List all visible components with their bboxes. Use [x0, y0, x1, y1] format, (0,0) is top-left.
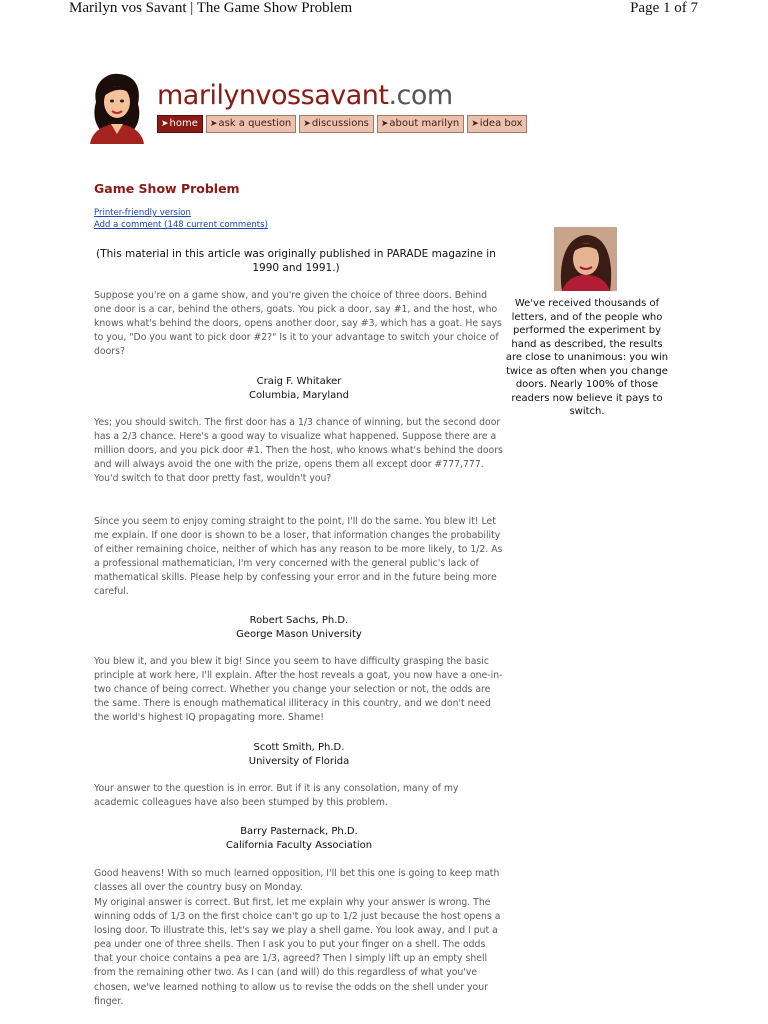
nav-label: discussions	[311, 118, 369, 129]
answer-paragraph: Yes; you should switch. The first door has a 1/3 chance of winning, but the second door has a 2/3 chance. Here's a good way to visualize what happened. Suppose there are a million doors, and you pick door #1. Then the host, who knows what's behind the doors and will always avoid the one with the prize, opens them all except door #777,777. You'd switch to that door pretty fast, wouldn't you?	[94, 417, 503, 485]
nav-label: ask a question	[218, 118, 292, 129]
nav-label: home	[169, 118, 198, 129]
arrow-icon: ➤	[303, 119, 311, 129]
site-name-part: savant	[300, 80, 389, 111]
marilyn-cartoon-logo[interactable]	[86, 72, 148, 144]
signature-place: George Mason University	[236, 628, 362, 640]
arrow-icon: ➤	[209, 119, 218, 129]
pdf-page-number: Page 1 of 7	[630, 0, 698, 16]
arrow-icon: ➤	[161, 119, 169, 129]
signature-place: California Faculty Association	[225, 839, 373, 851]
signature-name: Robert Sachs, Ph.D.	[249, 615, 349, 626]
article-title: Game Show Problem	[94, 181, 240, 196]
nav-home-button[interactable]	[157, 115, 203, 133]
letter-paragraph: Since you seem to enjoy coming straight to the point, I'll do the same. You blew it! Let me explain. If one door is shown to be a loser, that information changes the probability of either remaining choice, neither of which has any reason to be more likely, to 1/2. As a professional mathematician, I'm very concerned with the general public's lack of mathematical skills. Please help by confessing your error and in the future being more careful.	[94, 516, 503, 598]
nav-label: idea box	[479, 118, 523, 129]
article-intro: (This material in this article was originally published in PARADE magazine in 1990 and 1991.)	[96, 248, 496, 274]
printer-friendly-link[interactable]: Printer-friendly version	[94, 208, 191, 218]
signature-name: Scott Smith, Ph.D.	[253, 742, 345, 753]
question-paragraph: Suppose you're on a game show, and you're given the choice of three doors. Behind one door is a car, behind the others, goats. You pick a door, say #1, and the host, who knows what's behind the doors, opens another door, say #3, which has a goat. He says to you, "Do you want to pick door #2?" Is it to your advantage to switch your choice of doors?	[94, 290, 502, 358]
marilyn-photo	[554, 227, 617, 291]
letter-signature	[94, 741, 504, 768]
site-name-part: .com	[388, 80, 453, 111]
nav-about-marilyn-button[interactable]	[377, 115, 464, 133]
answer-paragraph: My original answer is correct. But first, let me explain why your answer is wrong. The winning odds of 1/3 on the first choice can't go up to 1/2 just because the host opens a losing door. To illustrate this, let's say we play a shell game. You look away, and I put a pea under one of three shells. Then I ask you to put your finger on a shell. The odds that your choice contains a pea are 1/3, agreed? Then I simply lift up an empty shell from the remaining other two. As I can (and will) do this regardless of what you've chosen, we've learned nothing to allow us to revise the odds on the shell under your finger.	[94, 897, 501, 1007]
letter-paragraph: You blew it, and you blew it big! Since you seem to have difficulty grasping the basic principle at work here, I'll explain. After the host reveals a goat, you now have a one-in-two chance of being correct. Whether you change your selection or not, the odds are the same. There is enough mathematical illiteracy in this country, and we don't need the world's highest IQ propagating more. Shame!	[94, 656, 503, 724]
arrow-icon: ➤	[380, 119, 389, 129]
arrow-icon: ➤	[471, 119, 479, 129]
site-logo-text[interactable]	[157, 80, 453, 112]
signature-name: Barry Pasternack, Ph.D.	[240, 826, 358, 837]
nav-ask-question-button[interactable]	[206, 115, 296, 133]
signature-place: Columbia, Maryland	[249, 389, 349, 401]
sidebar-callout: We've received thousands of letters, and of the people who performed the experiment by hand as described, the results are close to unanimous: you win twice as often when you change doors. Nearly 100% of those readers now believe it pays to switch.	[505, 298, 669, 417]
add-comment-link[interactable]: Add a comment (148 current comments)	[94, 220, 268, 230]
nav-label: about marilyn	[389, 118, 460, 129]
nav-discussions-button[interactable]	[299, 115, 374, 133]
signature-place: University of Florida	[248, 755, 350, 767]
main-nav	[157, 115, 527, 133]
site-name-part: marilyn	[157, 80, 256, 111]
answer-paragraph: Good heavens! With so much learned opposition, I'll bet this one is going to keep math classes all over the country busy on Monday.	[94, 868, 500, 894]
site-name-part: vos	[255, 80, 301, 111]
pdf-header-title: Marilyn vos Savant | The Game Show Problem	[69, 0, 353, 16]
signature-name: Craig F. Whitaker	[256, 376, 342, 387]
letter-signature	[94, 825, 504, 852]
letter-paragraph: Your answer to the question is in error. But if it is any consolation, many of my academic colleagues have also been stumped by this problem.	[94, 783, 459, 809]
letter-signature	[94, 375, 504, 402]
letter-signature	[94, 614, 504, 641]
nav-idea-box-button[interactable]	[467, 115, 527, 133]
